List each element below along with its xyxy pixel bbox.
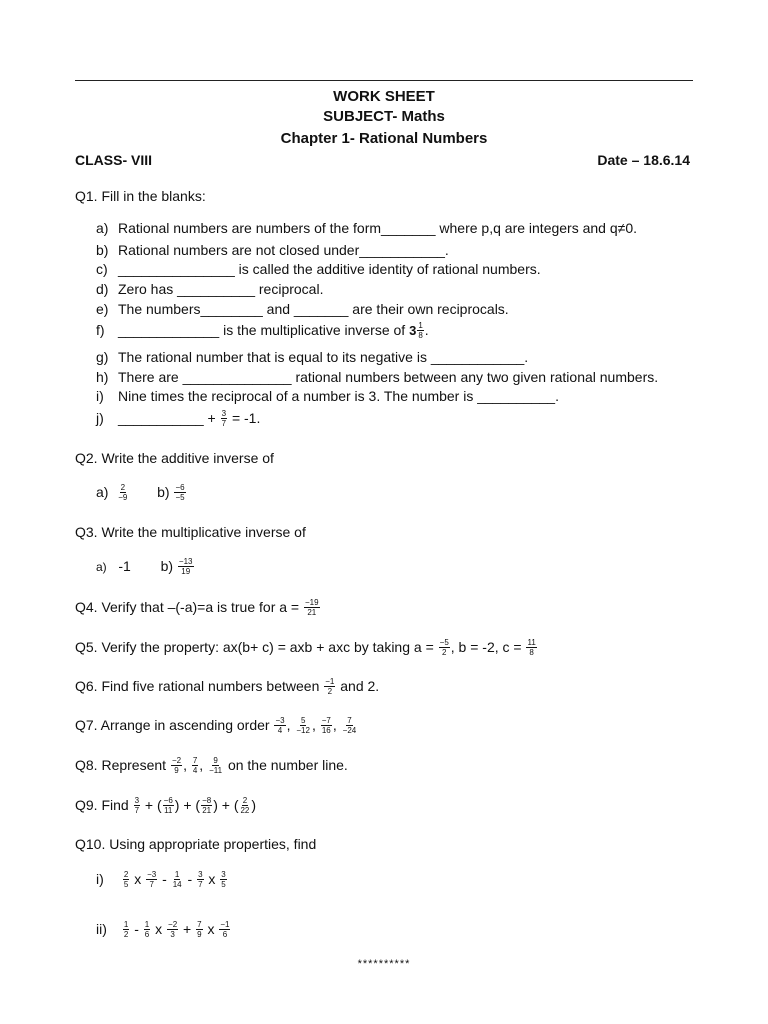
q1-item-d: d) Zero has __________ reciprocal. bbox=[96, 281, 324, 297]
q8: Q8. Represent $\frac{-2}{9}$ , $\frac{7}{4}$ , $\frac{9}{-11}$ on the number line. bbox=[75, 755, 348, 775]
q1-item-c: c) _______________ is called the additive identity of rational numbers. bbox=[96, 261, 541, 277]
q10-fraction: $\frac{3}{5}$ bbox=[221, 869, 226, 889]
subject-title: SUBJECT- Maths bbox=[323, 108, 445, 125]
q2-b-fraction: $\frac{-6}{-5}$ bbox=[175, 482, 185, 502]
q10-fraction: $\frac{1}{2}$ bbox=[123, 919, 129, 939]
q10-title: Q10. Using appropriate properties, find bbox=[75, 836, 317, 852]
q10-fraction: $\frac{-1}{6}$ bbox=[220, 919, 230, 939]
q7-fraction: $\frac{-7}{16}$ bbox=[321, 715, 331, 735]
q7-fraction: $\frac{7}{-24}$ bbox=[342, 715, 357, 735]
q1-item-i: i) Nine times the reciprocal of a number is 3. The number is __________. bbox=[96, 388, 559, 404]
q3-options: a) -1 b) $\frac{-13}{19}$ bbox=[96, 556, 193, 576]
q5-c-fraction: $\frac{11}{8}$ bbox=[527, 637, 536, 657]
q1-item-b: b) Rational numbers are not closed under___________. bbox=[96, 242, 449, 258]
q6-fraction: $\frac{-1}{2}$ bbox=[325, 676, 335, 696]
class-label: CLASS- VIII bbox=[75, 152, 153, 168]
q10-fraction: $\frac{-2}{3}$ bbox=[168, 919, 178, 939]
q10-fraction: $\frac{1}{14}$ bbox=[172, 869, 182, 889]
q3-title: Q3. Write the multiplicative inverse of bbox=[75, 524, 306, 540]
q9-fraction: $\frac{-6}{11}$ bbox=[163, 795, 173, 815]
q1-item-a: a) Rational numbers are numbers of the form_______ where p,q are integers and q≠0. bbox=[96, 220, 637, 236]
q8-fraction: $\frac{7}{4}$ bbox=[192, 755, 198, 775]
q7: Q7. Arrange in ascending order $\frac{-3}{4}$ , $\frac{5}{-12}$ , $\frac{-7}{16}$ , $\frac{7}{-24}$ bbox=[75, 715, 357, 735]
q10-fraction: $\frac{-3}{7}$ bbox=[147, 869, 157, 889]
q9-fraction: $\frac{-8}{21}$ bbox=[202, 795, 212, 815]
q9: Q9. Find $\frac{3}{7}$ + ( $\frac{-6}{11}$ ) + ( $\frac{-8}{21}$ ) + ( $\frac{2}{22}$ ) bbox=[75, 795, 257, 815]
q4-fraction: $\frac{-19}{21}$ bbox=[305, 597, 319, 617]
q10-fraction: $\frac{2}{5}$ bbox=[123, 869, 129, 889]
q2-options: a) $\frac{2}{-9}$ b) $\frac{-6}{-5}$ bbox=[96, 482, 185, 502]
worksheet-title: WORK SHEET bbox=[333, 88, 435, 105]
q10-fraction: $\frac{3}{7}$ bbox=[198, 869, 203, 889]
q5: Q5. Verify the property: ax(b+ c) = axb + axc by taking a = $\frac{-5}{2}$ , b = -2, c = $\frac{11}{8}$ bbox=[75, 637, 536, 657]
q3-b-fraction: $\frac{-13}{19}$ bbox=[178, 556, 193, 576]
mixed-fraction: $\frac{1}{8}$ bbox=[418, 320, 423, 340]
q10-fraction: $\frac{7}{9}$ bbox=[197, 919, 202, 939]
q1-item-h: h) There are ______________ rational numbers between any two given rational numbers. bbox=[96, 369, 659, 385]
q1-item-j: j) ___________ + $\frac{3}{7}$ = -1. bbox=[96, 408, 261, 428]
fraction: $\frac{3}{7}$ bbox=[221, 408, 227, 428]
q9-fraction: $\frac{3}{7}$ bbox=[134, 795, 140, 815]
header-rule bbox=[75, 80, 693, 81]
q10-part-ii: ii) $\frac{1}{2}$ - $\frac{1}{6}$ x $\frac{-2}{3}$ + $\frac{7}{9}$ x $\frac{-1}{6}$ bbox=[96, 919, 230, 939]
q4: Q4. Verify that –(-a)=a is true for a = $\frac{-19}{21}$ bbox=[75, 597, 319, 617]
q8-fraction: $\frac{9}{-11}$ bbox=[209, 755, 223, 775]
q9-fraction: $\frac{2}{22}$ bbox=[240, 795, 250, 815]
q5-a-fraction: $\frac{-5}{2}$ bbox=[439, 637, 449, 657]
q10-fraction: $\frac{1}{6}$ bbox=[144, 919, 150, 939]
q2-a-fraction: $\frac{2}{-9}$ bbox=[118, 482, 128, 502]
q6: Q6. Find five rational numbers between $\frac{-1}{2}$ and 2. bbox=[75, 676, 380, 696]
date-label: Date – 18.6.14 bbox=[597, 152, 690, 168]
q7-fraction: $\frac{-3}{4}$ bbox=[275, 715, 285, 735]
q1-item-f: f) _____________ is the multiplicative inverse of 3 $\frac{1}{8}$ . bbox=[96, 320, 429, 340]
q8-fraction: $\frac{-2}{9}$ bbox=[171, 755, 182, 775]
q1-title: Q1. Fill in the blanks: bbox=[75, 188, 206, 204]
chapter-title: Chapter 1- Rational Numbers bbox=[280, 130, 488, 147]
q7-fraction: $\frac{5}{-12}$ bbox=[296, 715, 310, 735]
footer-stars: ********** bbox=[357, 958, 411, 970]
q10-part-i: i) $\frac{2}{5}$ x $\frac{-3}{7}$ - $\frac{1}{14}$ - $\frac{3}{7}$ x $\frac{3}{5}$ bbox=[96, 869, 226, 889]
q1-item-g: g) The rational number that is equal to its negative is ____________. bbox=[96, 349, 529, 365]
q2-title: Q2. Write the additive inverse of bbox=[75, 450, 274, 466]
q1-item-e: e) The numbers________ and _______ are their own reciprocals. bbox=[96, 301, 509, 317]
